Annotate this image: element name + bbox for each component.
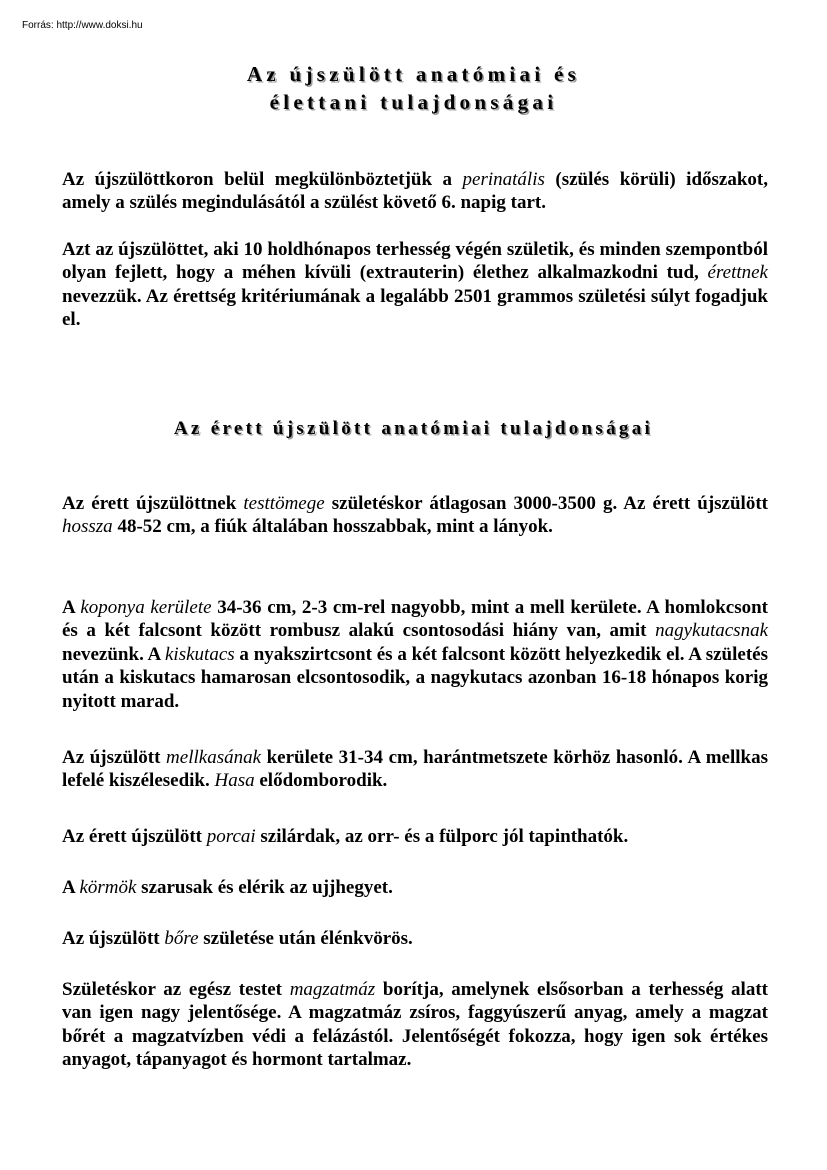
text-run: 48-52 cm, a fiúk általában hosszabbak, mint a lányok. (112, 516, 553, 538)
text-run: A (62, 597, 81, 618)
section-heading: Az érett újszülött anatómiai tulajdonságai (173, 418, 654, 439)
text-run: Az érett újszülött (62, 826, 207, 847)
emphasized-term: porcai (206, 826, 256, 847)
emphasized-term: koponya kerülete (80, 597, 212, 618)
emphasized-term: Hasa (214, 770, 255, 792)
text-run: születéskor átlagosan 3000-3500 g. Az érett újszülött (324, 493, 768, 514)
paragraph (62, 168, 768, 215)
text-run: nevezzük. Az érettség kritériumának a legalább 2501 grammos születési súlyt fogadjuk el. (62, 285, 768, 331)
paragraph (62, 825, 768, 848)
emphasized-term: mellkasának (166, 747, 262, 768)
text-run: (szülés körüli) időszakot, amely a szülés megindulásától a szülést követő 6. napig tart. (62, 169, 768, 214)
text-run: nevezünk. A (62, 643, 165, 665)
text-run: Azt az újszülöttet, aki 10 holdhónapos terhesség végén születik, és minden szempontból olyan fejlett, hogy a méhen kívüli (extrauterin) élethez alkalmazkodni tud, (62, 239, 768, 284)
paragraph (62, 927, 768, 950)
source-note: Forrás: http://www.doksi.hu (22, 20, 143, 31)
emphasized-term: érettnek (707, 262, 768, 284)
text-run: Az érett újszülöttnek (62, 493, 244, 514)
text-run: elődomborodik. (254, 770, 388, 792)
text-run: Az újszülöttkoron belül megkülönböztetjük a (62, 169, 463, 190)
title-line-1: Az újszülött anatómiai és (246, 62, 581, 86)
title-line-2: élettani tulajdonságai (269, 90, 558, 114)
emphasized-term: kiskutacs (165, 643, 235, 665)
text-run: 34-36 cm, 2-3 cm-rel nagyobb, mint a mell kerülete. A homlokcsont és a két falcsont között rombusz alakú csontosodási hiány van, amit (62, 597, 768, 642)
emphasized-term: perinatális (462, 169, 545, 190)
text-run: szarusak és elérik az ujjhegyet. (136, 877, 393, 898)
paragraph (62, 492, 768, 539)
emphasized-term: hossza (62, 516, 113, 538)
text-run: borítja, amelynek elsősorban a terhesség alatt van igen nagy jelentősége. A magzatmáz zsíros, faggyúszerű anyag, amely a magzat bőrét a magzatvízben védi a felázástól. Jelentőségét fokozza, hogy igen sok értékes anyagot, tápanyagot és hormont tartalmaz. (62, 979, 768, 1071)
text-run: A (62, 877, 80, 898)
paragraph (62, 596, 768, 713)
emphasized-term: magzatmáz (289, 979, 376, 1000)
emphasized-term: testtömege (243, 493, 325, 514)
text-run: születése után élénkvörös. (198, 928, 413, 949)
emphasized-term: nagykutacsnak (655, 620, 768, 642)
text-run: a nyakszirtcsont és a két falcsont között helyezkedik el. A születés után a kiskutacs hamarosan elcsontosodik, a nagykutacs azonban 16-18 hónapos korig nyitott marad. (62, 643, 768, 712)
text-run: Az újszülött (62, 747, 167, 768)
emphasized-term: körmök (79, 877, 137, 898)
document-title (0, 60, 827, 116)
text-run: Az újszülött (62, 928, 165, 949)
paragraph (62, 238, 768, 332)
text-run: kerülete 31-34 cm, harántmetszete körhöz hasonló. A mellkas lefelé kiszélesedik. (62, 747, 768, 792)
paragraph (62, 978, 768, 1072)
paragraph (62, 876, 768, 899)
text-run: Születéskor az egész testet (62, 979, 290, 1000)
emphasized-term: bőre (164, 928, 199, 949)
paragraph (62, 746, 768, 793)
text-run: szilárdak, az orr- és a fülporc jól tapinthatók. (255, 826, 629, 847)
